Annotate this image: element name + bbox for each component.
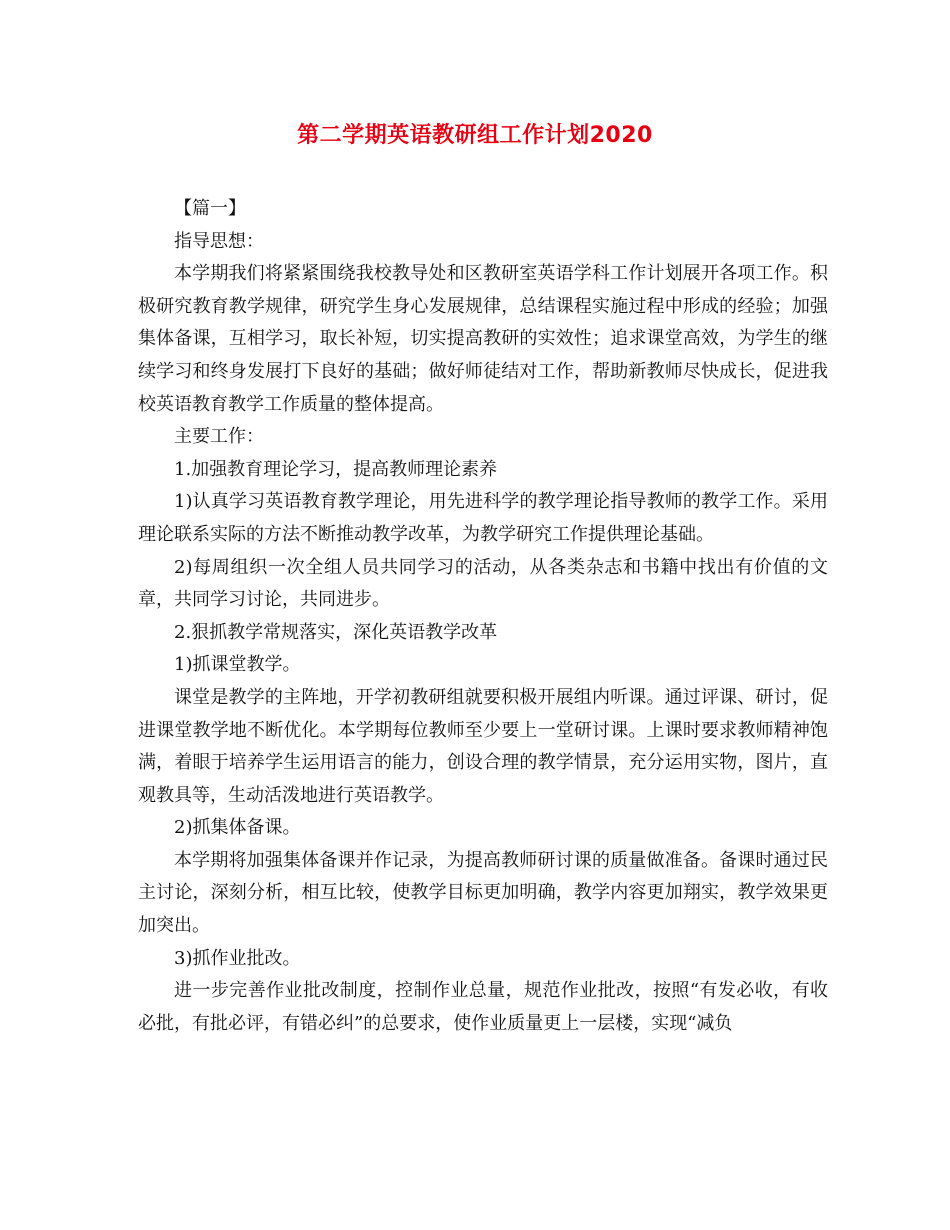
paragraph: 进一步完善作业批改制度，控制作业总量，规范作业批改，按照“有发必收，有收必批，有批必评，有错必纠”的总要求，使作业质量更上一层楼，实现“减负: [138, 980, 828, 1034]
document-body: [138, 193, 828, 1040]
section-heading: 【篇一】: [174, 198, 246, 219]
paragraph: 指导思想：: [174, 230, 264, 252]
paragraph: 3)抓作业批改。: [174, 947, 301, 969]
paragraph: 课堂是教学的主阵地，开学初教研组就要积极开展组内听课。通过评课、研讨，促进课堂教学地不断优化。本学期每位教师至少要上一堂研讨课。上课时要求教师精神饱满，着眼于培养学生运用语言的能力，创设合理的教学情景，充分运用实物，图片，直观教具等，生动活泼地进行英语教学。: [138, 686, 828, 806]
paragraph: 1)抓课堂教学。: [174, 654, 301, 676]
paragraph: 1)认真学习英语教育教学理论，用先进科学的教学理论指导教师的教学工作。采用理论联系实际的方法不断推动教学改革，为教学研究工作提供理论基础。: [138, 491, 828, 545]
paragraph: 主要工作：: [174, 426, 264, 448]
document-title: 第二学期英语教研组工作计划2020: [297, 123, 653, 148]
paragraph: 2.狠抓教学常规落实，深化英语教学改革: [174, 621, 498, 643]
paragraph: 2)每周组织一次全组人员共同学习的活动，从各类杂志和书籍中找出有价值的文章，共同学习讨论，共同进步。: [138, 556, 828, 611]
paragraph: 本学期我们将紧紧围绕我校教导处和区教研室英语学科工作计划展开各项工作。积极研究教育教学规律，研究学生身心发展规律，总结课程实施过程中形成的经验；加强集体备课，互相学习，取长补短，切实提高教研的实效性；追求课堂高效，为学生的继续学习和终身发展打下良好的基础；做好师徒结对工作，帮助新教师尽快成长，促进我校英语教育教学工作质量的整体提高。: [138, 263, 828, 415]
paragraph: 1.加强教育理论学习，提高教师理论素养: [174, 458, 498, 480]
paragraph: 本学期将加强集体备课并作记录，为提高教师研讨课的质量做准备。备课时通过民主讨论，深刻分析，相互比较，使教学目标更加明确，教学内容更加翔实，教学效果更加突出。: [138, 849, 828, 937]
paragraph: 2)抓集体备课。: [174, 817, 301, 839]
